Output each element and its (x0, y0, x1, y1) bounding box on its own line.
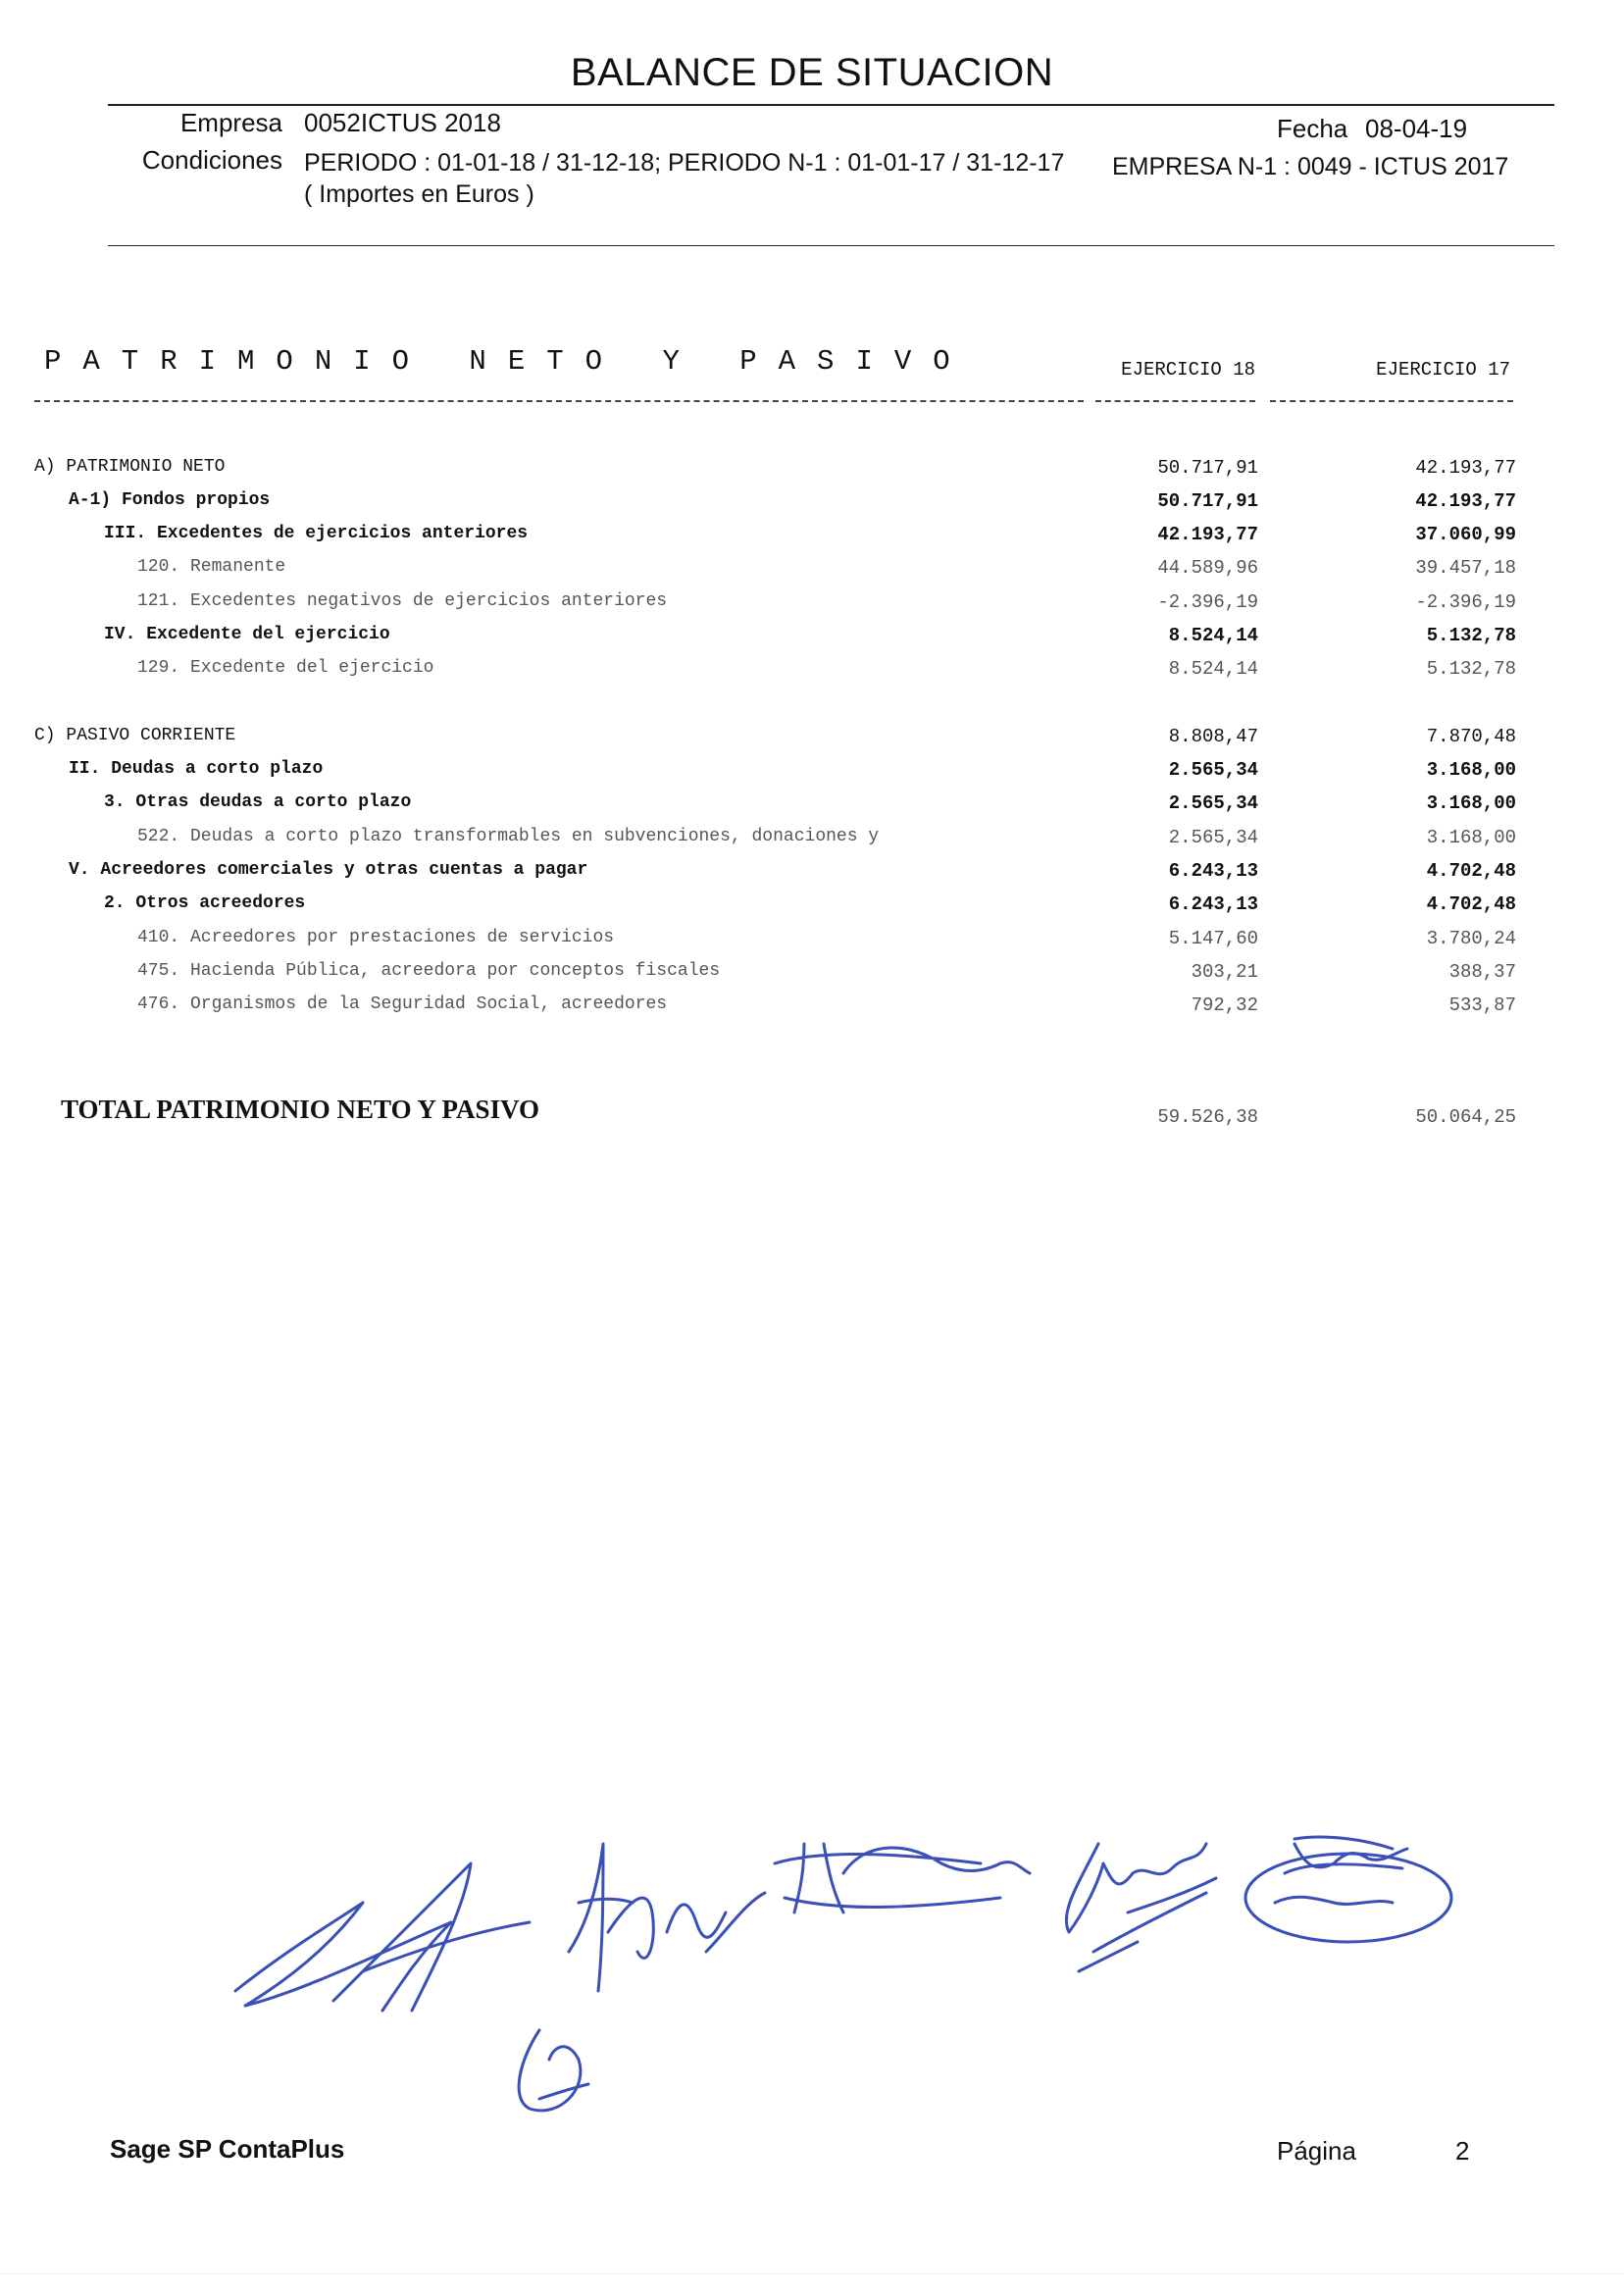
table-row (0, 961, 1624, 991)
row-label: 120. Remanente (137, 557, 286, 577)
row-value-ej18: 2.565,34 (1168, 827, 1258, 848)
row-value-ej18: 2.565,34 (1168, 792, 1258, 814)
fecha-label: Fecha (1277, 114, 1348, 143)
signatures-ink (216, 1805, 1589, 2158)
row-label: 522. Deudas a corto plazo transformables en subvenciones, donaciones y (137, 827, 880, 846)
table-row (0, 658, 1624, 688)
row-label: 129. Excedente del ejercicio (137, 658, 434, 678)
signature-2 (569, 1844, 765, 1991)
row-label: A-1) Fondos propios (69, 490, 271, 510)
row-value-ej18: 6.243,13 (1168, 860, 1258, 882)
row-value-ej18: 6.243,13 (1168, 893, 1258, 915)
empresa-n1: EMPRESA N-1 : 0049 - ICTUS 2017 (1112, 153, 1509, 180)
table-row (0, 557, 1624, 586)
row-value-ej17: 37.060,99 (1415, 524, 1516, 545)
row-label: 3. Otras deudas a corto plazo (104, 792, 412, 812)
table-row (0, 994, 1624, 1024)
table-row (0, 457, 1624, 486)
row-value-ej18: 42.193,77 (1157, 524, 1258, 545)
row-value-ej18: 50.717,91 (1157, 490, 1258, 512)
signatures-block (216, 1805, 1589, 2158)
row-value-ej17: 388,37 (1448, 961, 1516, 983)
row-value-ej17: 5.132,78 (1426, 625, 1516, 646)
signature-3 (775, 1844, 1030, 1912)
row-value-ej18: 8.808,47 (1168, 726, 1258, 747)
condiciones-label: Condiciones (141, 145, 282, 175)
empresa-label: Empresa (179, 108, 282, 137)
section-title: PATRIMONIO NETO Y PASIVO (44, 345, 972, 378)
table-row (0, 625, 1624, 654)
row-value-ej17: 4.702,48 (1426, 893, 1516, 915)
total-row (0, 1095, 1624, 1134)
signature-initial (519, 2030, 588, 2111)
row-value-ej18: 44.589,96 (1157, 557, 1258, 579)
table-row (0, 928, 1624, 957)
row-value-ej17: 3.168,00 (1426, 792, 1516, 814)
dash-separator-col1 (1095, 400, 1255, 402)
table-row (0, 524, 1624, 553)
column-header-ejercicio-18: EJERCICIO 18 (1121, 359, 1255, 381)
row-value-ej18: 303,21 (1191, 961, 1258, 983)
row-value-ej17: 533,87 (1448, 994, 1516, 1016)
row-label: 410. Acreedores por prestaciones de servicios (137, 928, 615, 947)
page-title: BALANCE DE SITUACION (570, 51, 1054, 94)
row-value-ej17: 3.168,00 (1426, 827, 1516, 848)
table-row (0, 860, 1624, 890)
footer-pagina-label: Página (1277, 2136, 1356, 2166)
row-label: IV. Excedente del ejercicio (104, 625, 390, 644)
row-value-ej17: 4.702,48 (1426, 860, 1516, 882)
row-value-ej17: 3.168,00 (1426, 759, 1516, 781)
footer-page-number: 2 (1455, 2136, 1470, 2166)
row-value-ej17: 7.870,48 (1426, 726, 1516, 747)
row-value-ej18: 5.147,60 (1168, 928, 1258, 949)
row-value-ej17: 3.780,24 (1426, 928, 1516, 949)
row-label: V. Acreedores comerciales y otras cuentas a pagar (69, 860, 588, 880)
row-label: II. Deudas a corto plazo (69, 759, 324, 779)
row-label: 2. Otros acreedores (104, 893, 306, 913)
stamp-text-stroke (1275, 1897, 1393, 1904)
row-value-ej17: 42.193,77 (1415, 457, 1516, 479)
bottom-edge (0, 2273, 1624, 2274)
row-label: 476. Organismos de la Seguridad Social, acreedores (137, 994, 668, 1014)
header-divider (108, 245, 1554, 246)
row-value-ej18: 792,32 (1191, 994, 1258, 1016)
footer-software: Sage SP ContaPlus (110, 2134, 345, 2164)
signature-1 (235, 1863, 530, 2011)
row-value-ej17: -2.396,19 (1415, 591, 1516, 613)
row-value-ej18: 2.565,34 (1168, 759, 1258, 781)
table-row (0, 792, 1624, 822)
table-row (0, 591, 1624, 621)
dash-separator-col2 (1270, 400, 1513, 402)
total-value-ej17: 50.064,25 (1415, 1106, 1516, 1128)
importes-note: ( Importes en Euros ) (304, 180, 534, 208)
stamp-ellipse (1245, 1854, 1451, 1942)
row-label: 475. Hacienda Pública, acreedora por conceptos fiscales (137, 961, 721, 981)
row-value-ej18: 8.524,14 (1168, 625, 1258, 646)
fecha-value: 08-04-19 (1365, 114, 1468, 143)
title-divider (108, 104, 1554, 106)
row-label: A) PATRIMONIO NETO (34, 457, 226, 477)
empresa-value: 0052ICTUS 2018 (304, 108, 501, 137)
row-value-ej18: -2.396,19 (1157, 591, 1258, 613)
total-value-ej18: 59.526,38 (1157, 1106, 1258, 1128)
row-value-ej17: 5.132,78 (1426, 658, 1516, 680)
signature-4 (1066, 1844, 1216, 1971)
signature-5 (1285, 1837, 1407, 1873)
row-label: III. Excedentes de ejercicios anteriores (104, 524, 529, 543)
row-label: 121. Excedentes negativos de ejercicios anteriores (137, 591, 668, 611)
row-value-ej17: 42.193,77 (1415, 490, 1516, 512)
column-header-ejercicio-17: EJERCICIO 17 (1376, 359, 1510, 381)
table-row (0, 759, 1624, 789)
row-value-ej18: 8.524,14 (1168, 658, 1258, 680)
table-row (0, 893, 1624, 923)
table-row (0, 490, 1624, 520)
row-value-ej17: 39.457,18 (1415, 557, 1516, 579)
table-row (0, 726, 1624, 755)
row-value-ej18: 50.717,91 (1157, 457, 1258, 479)
row-label: C) PASIVO CORRIENTE (34, 726, 236, 745)
table-row (0, 827, 1624, 856)
condiciones-value: PERIODO : 01-01-18 / 31-12-18; PERIODO N-1 : 01-01-17 / 31-12-17 (304, 149, 1065, 177)
dash-separator-label (34, 400, 1084, 402)
total-label: TOTAL PATRIMONIO NETO Y PASIVO (61, 1095, 540, 1124)
